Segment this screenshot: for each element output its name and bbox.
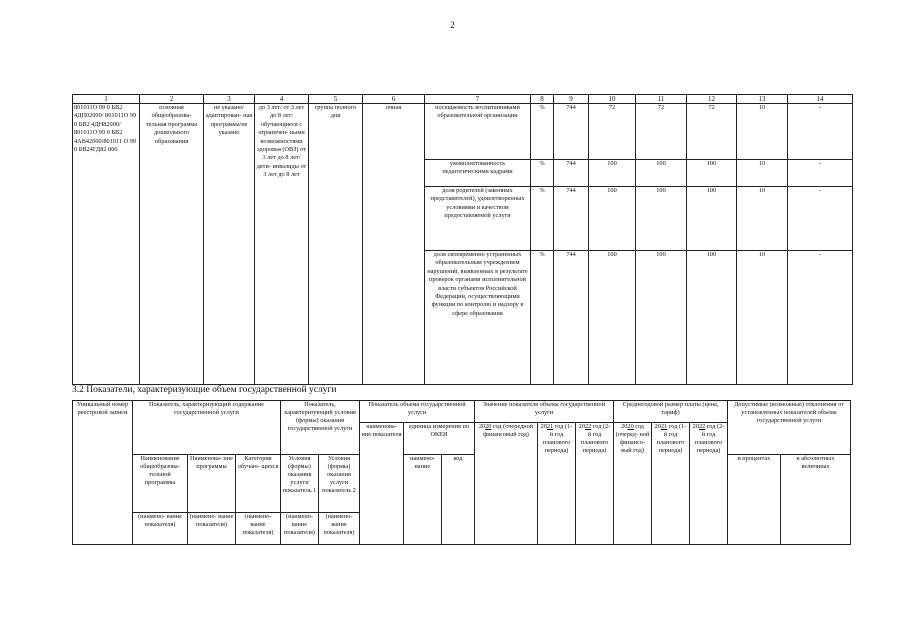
section-title: 3.2 Показатели, характеризующие объем государственной услуги xyxy=(72,385,337,395)
name-placeholder: (наимено- вание показателя) xyxy=(319,513,360,545)
content-sub-header: Наименова- ние программы xyxy=(188,455,236,513)
value-year1: 100 xyxy=(589,187,636,251)
column-number: 6 xyxy=(363,95,425,104)
unit-okei-header: единица измерения по ОКЕИ xyxy=(404,423,475,455)
deviation-group-header: Допустимые (возможные) отклонения от установленных показателей объема государственной услуги xyxy=(728,401,851,455)
unit: % xyxy=(531,187,554,251)
column-number: 13 xyxy=(737,95,788,104)
header-row xyxy=(73,455,851,513)
deviation-percent: 10 xyxy=(737,160,788,187)
deviation-absolute-header: в абсолютных величинах xyxy=(781,455,851,545)
column-number: 8 xyxy=(531,95,554,104)
unit: % xyxy=(531,104,554,160)
content-indicator: не указано/ адаптирован- ная программа/не указано xyxy=(204,104,255,385)
price-group-header: Среднегодовой размер платы (цена, тариф) xyxy=(614,401,728,423)
deviation-percent: 10 xyxy=(737,187,788,251)
value-year2: 100 xyxy=(636,160,687,187)
column-number: 14 xyxy=(788,95,853,104)
volume-group-header: Показатель объема государственной услуги xyxy=(360,401,475,423)
deviation-absolute: - xyxy=(788,187,853,251)
deviation-percent-header: в процентах xyxy=(728,455,781,545)
content-group-header: Показатель, характеризующий содержание государственной услуги xyxy=(133,401,281,455)
registry-number: 801011О 99 0 БВ2 4ДП02000/ 801011О 99 0 БВ2 4ДН82000/ 801011О 99 0 БВ2 4АВ42000/801011 О 99 0 БВ24ГД82 000 xyxy=(73,104,140,385)
registry-header: Уникальный номер реестровой записи xyxy=(73,401,133,545)
unit: % xyxy=(531,251,554,385)
value-year3-header: 2022 год (2-й год планового периода) xyxy=(576,423,614,545)
column-number: 12 xyxy=(687,95,737,104)
quality-indicators-table xyxy=(72,94,853,385)
unit: % xyxy=(531,160,554,187)
value-group-header: Значение показателя объема государственной услуги xyxy=(475,401,614,423)
content-indicator: до 3 лет/ от 3 лет до 8 лет/ обучающиеся с ограничен- ными возможностями здоровья (ОВЗ) от 3 лет до 8 лет/ дети- инвалиды от 3 лет до 8 лет xyxy=(255,104,309,385)
indicator-name: укомплектованность педагогическими кадрами xyxy=(425,160,531,187)
value-year1: 100 xyxy=(589,251,636,385)
name-placeholder: (наимено- вание показателя) xyxy=(188,513,236,545)
indicator-name: посещаемость воспитанниками образовательной организации xyxy=(425,104,531,160)
deviation-absolute: - xyxy=(788,104,853,160)
deviation-percent: 10 xyxy=(737,251,788,385)
column-number-row xyxy=(73,95,853,104)
column-number: 2 xyxy=(140,95,204,104)
content-indicator: основная общеобразова- тельная программа дошкольного образования xyxy=(140,104,204,385)
value-year3: 72 xyxy=(687,104,737,160)
table-row xyxy=(73,104,853,160)
volume-name-header: наименова- ние показателя xyxy=(360,423,404,545)
deviation-percent: 10 xyxy=(737,104,788,160)
price-year2-header: 2021 год (1-й год планового периода) xyxy=(652,423,690,545)
value-year1: 72 xyxy=(589,104,636,160)
value-year1: 100 xyxy=(589,160,636,187)
okei-code: 744 xyxy=(554,187,589,251)
condition-indicator: группа полного дня xyxy=(309,104,363,385)
value-year2: 72 xyxy=(636,104,687,160)
value-year3: 100 xyxy=(687,160,737,187)
column-number: 3 xyxy=(204,95,255,104)
column-number: 11 xyxy=(636,95,687,104)
name-placeholder: (наимено- вание показателя) xyxy=(236,513,281,545)
content-sub-header: Категория обучаю- щихся xyxy=(236,455,281,513)
page-number: 2 xyxy=(450,20,455,30)
column-number: 5 xyxy=(309,95,363,104)
content-sub-header: Наименование общеобразова- тельной программы xyxy=(133,455,188,513)
condition-group-header: Показатель, характеризующий условия (формы) оказания государственной услуги xyxy=(281,401,360,455)
deviation-absolute: - xyxy=(788,160,853,187)
column-number: 9 xyxy=(554,95,589,104)
unit-name-header: наимено- вание xyxy=(404,455,442,545)
indicator-name: доля своевременно устраненных образовательным учреждением нарушений, выявленных в результате проверок органами исполнительной власти субъектов Российской Федерации, осуществляющими функции по контролю и надзору в сфере образования xyxy=(425,251,531,385)
condition-sub-header: Условия (формы) оказания услуги показатель 2 xyxy=(319,455,360,513)
condition-indicator: очная xyxy=(363,104,425,385)
column-number: 7 xyxy=(425,95,531,104)
value-year1-header: 2020 год (очередной финансовый год) xyxy=(475,423,538,545)
name-placeholder: (наимено- вание показателя) xyxy=(281,513,319,545)
unit-code-header: код xyxy=(442,455,475,545)
value-year3: 100 xyxy=(687,187,737,251)
volume-indicators-table xyxy=(72,400,851,545)
deviation-absolute: - xyxy=(788,251,853,385)
value-year2-header: 2021 год (1-й год планового периода) xyxy=(538,423,576,545)
value-year2: 100 xyxy=(636,187,687,251)
name-placeholder: (наимено- вание показателя) xyxy=(133,513,188,545)
value-year3: 100 xyxy=(687,251,737,385)
okei-code: 744 xyxy=(554,160,589,187)
okei-code: 744 xyxy=(554,104,589,160)
price-year3-header: 2022 год (2-й год планового периода) xyxy=(690,423,728,545)
header-row xyxy=(73,401,851,423)
value-year2: 100 xyxy=(636,251,687,385)
indicator-name: доля родителей (законных представителей), удовлетворенных условиями и качеством предоставляемой услуги xyxy=(425,187,531,251)
condition-sub-header: Условия (формы) оказания услуги показатель 1 xyxy=(281,455,319,513)
column-number: 1 xyxy=(73,95,140,104)
price-year1-header: 2020 год (очеред- ной финансо- вый год) xyxy=(614,423,652,545)
column-number: 4 xyxy=(255,95,309,104)
column-number: 10 xyxy=(589,95,636,104)
okei-code: 744 xyxy=(554,251,589,385)
